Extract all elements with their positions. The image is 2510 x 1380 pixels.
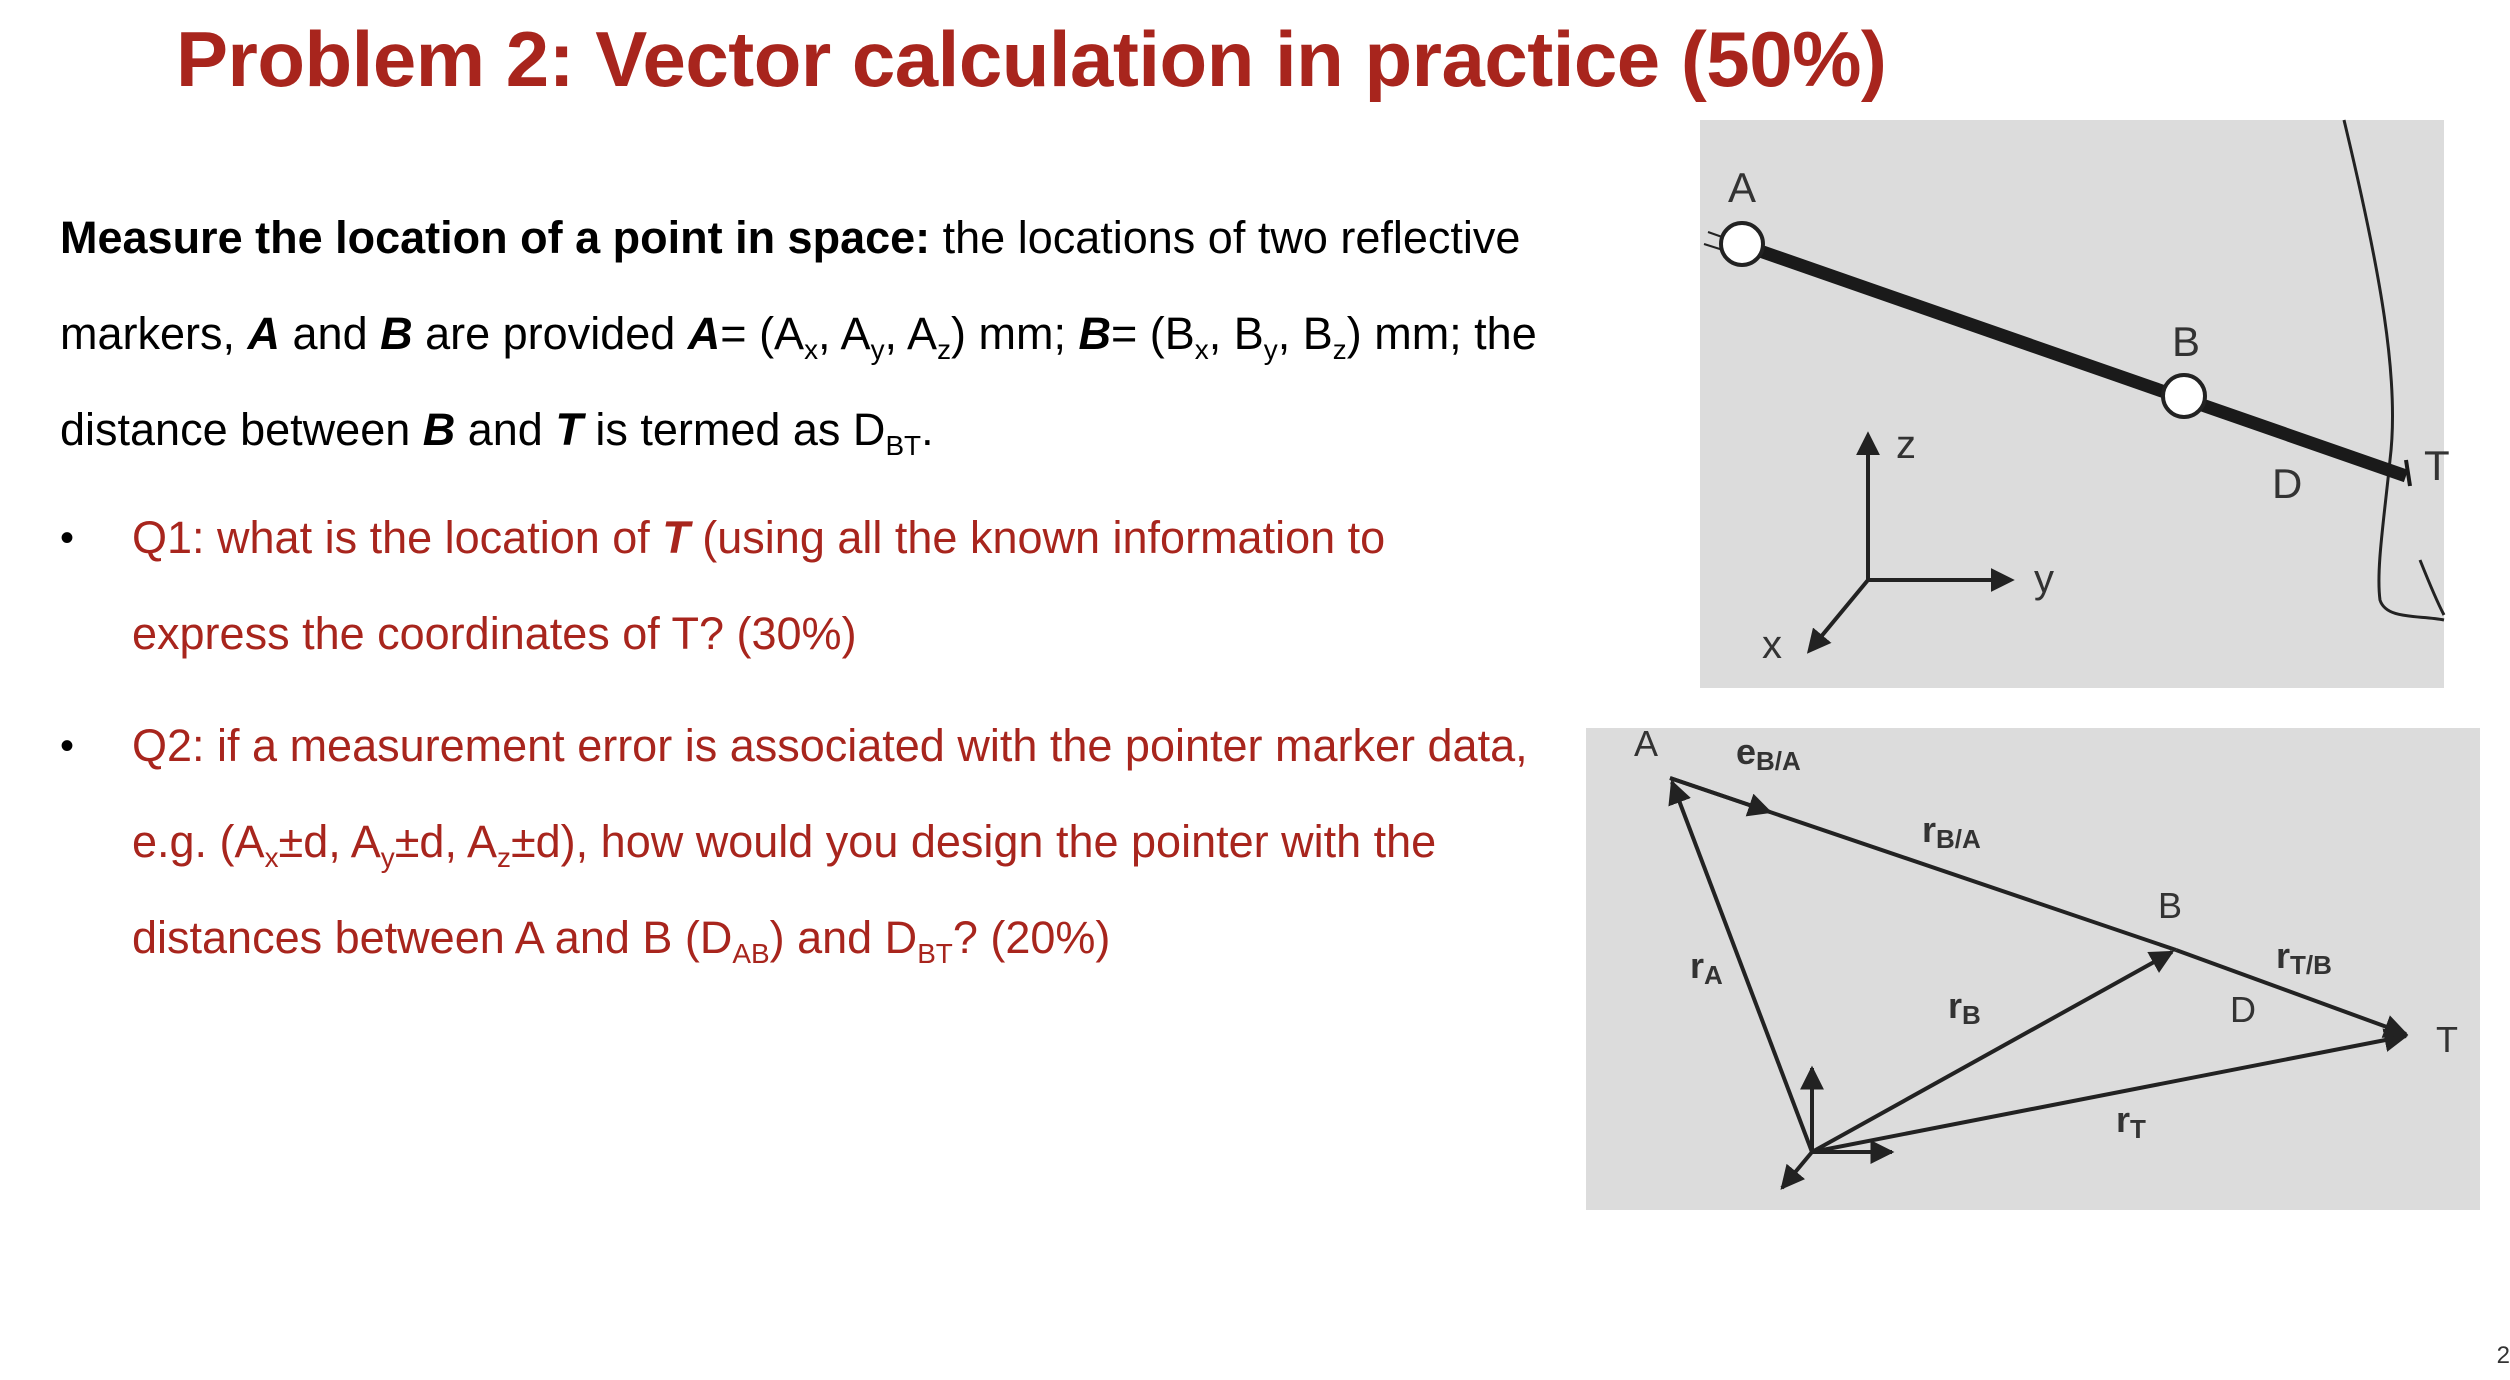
q2-text: ±d, A	[278, 816, 381, 867]
question-q2	[60, 698, 1540, 986]
question-list	[60, 490, 1540, 1002]
subscript: BT	[917, 937, 953, 969]
point-t-label: T	[662, 512, 690, 563]
label-r-ba: rB/A	[1922, 809, 1981, 854]
fig2-label-t: T	[2436, 1019, 2458, 1060]
label-r-a: rA	[1690, 945, 1723, 990]
axis-y-label: y	[2034, 557, 2054, 601]
subscript: y	[380, 841, 395, 873]
vector-figure	[1586, 723, 2480, 1210]
marker-b	[2163, 375, 2205, 417]
q2-text: ? (20%)	[952, 912, 1111, 963]
subscript: z	[1332, 333, 1347, 365]
fig2-label-d: D	[2230, 989, 2256, 1030]
intro-text: and	[280, 308, 381, 359]
x-axis	[1810, 580, 1868, 650]
pointer-rod	[1740, 244, 2406, 476]
marker-b-label: B	[1078, 308, 1111, 359]
q2-text: Q2: if a measurement error is associated with the pointer marker data, e.g. (A	[132, 720, 1528, 867]
slide-title: Problem 2: Vector calculation in practice (50%)	[176, 15, 1887, 103]
q1-text: Q1: what is the location of	[132, 512, 663, 563]
axis-z-label: z	[1896, 423, 1916, 467]
coord-b: = (B	[1111, 308, 1195, 359]
label-e-ba: eB/A	[1736, 731, 1801, 776]
coord-b: ) mm; the distance between	[60, 308, 1537, 455]
coord-a: , A	[818, 308, 871, 359]
subscript: BT	[885, 429, 922, 461]
intro-text: is termed as D	[582, 404, 886, 455]
subscript: z	[497, 841, 511, 873]
fig1-label-t: T	[2424, 442, 2450, 489]
marker-b-label: B	[422, 404, 456, 455]
unit-vector-eba	[1670, 778, 1770, 812]
coord-a: , A	[884, 308, 938, 359]
label-r-b: rB	[1948, 985, 1981, 1030]
q1-text: (using all the known information to express the coordinates of T? (30%)	[132, 512, 1386, 659]
intro-text: .	[921, 404, 934, 455]
fig2-label-a: A	[1634, 723, 1659, 764]
subscript: AB	[732, 937, 770, 969]
marker-a	[1721, 223, 1763, 265]
vector-rt	[1812, 1036, 2406, 1152]
fig2-label-b: B	[2158, 885, 2183, 926]
point-t-label: T	[555, 404, 583, 455]
pointer-figure	[1700, 120, 2450, 688]
body-outline	[2344, 120, 2444, 620]
subscript: z	[937, 333, 952, 365]
marker-a-label: A	[247, 308, 281, 359]
intro-text: the locations of two reflective markers,	[60, 212, 1521, 359]
pointer-diagram	[1700, 120, 2450, 688]
body-outline-inner	[2420, 560, 2444, 615]
subscript: x	[804, 333, 819, 365]
coord-a: = (A	[720, 308, 805, 359]
subscript: x	[264, 841, 279, 873]
q2-text: ±d, A	[394, 816, 497, 867]
marker-a-label: A	[687, 308, 721, 359]
bullet-icon: •	[60, 724, 75, 768]
subscript: x	[1194, 333, 1209, 365]
intro-lead: Measure the location of a point in space:	[60, 212, 931, 263]
label-r-tb: rT/B	[2276, 935, 2332, 980]
subscript: y	[870, 333, 885, 365]
fig1-label-b: B	[2172, 318, 2201, 365]
marker-b-label: B	[380, 308, 413, 359]
intro-paragraph	[60, 190, 1540, 478]
fig1-label-a: A	[1728, 164, 1757, 211]
label-r-t: rT	[2116, 1099, 2146, 1144]
question-q1	[60, 490, 1540, 682]
vector-diagram	[1586, 723, 2480, 1210]
coord-b: , B	[1277, 308, 1333, 359]
q2-text: ±d), how would you design the pointer with the distances between A and B (D	[132, 816, 1437, 963]
bullet-icon: •	[60, 516, 75, 560]
intro-text: and	[455, 404, 556, 455]
coord-b: , B	[1208, 308, 1264, 359]
page-number: 2	[2496, 1342, 2510, 1369]
axis-x-label: x	[1762, 623, 1782, 667]
coord-a: ) mm;	[951, 308, 1079, 359]
intro-text: are provided	[412, 308, 688, 359]
q2-text: ) and D	[769, 912, 918, 963]
pointer-tip	[2406, 460, 2410, 486]
origin-x-axis	[1782, 1152, 1812, 1188]
subscript: y	[1263, 333, 1278, 365]
fig1-label-d: D	[2272, 460, 2303, 507]
